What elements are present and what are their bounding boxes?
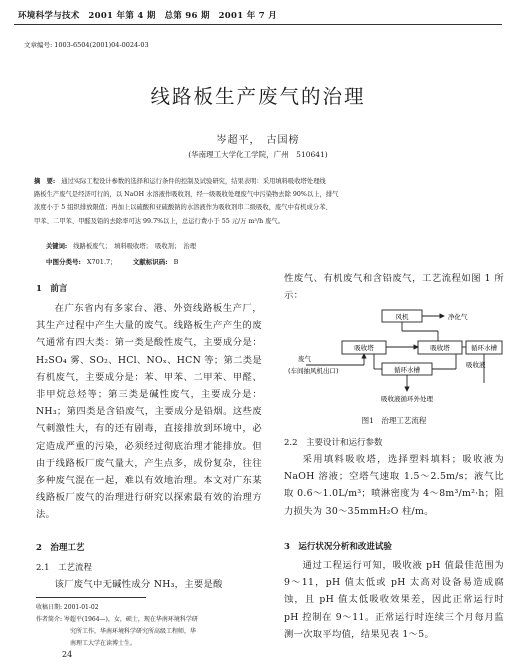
section-2-2-body xyxy=(284,451,504,520)
waste-gas-label: 废气 xyxy=(298,355,311,363)
section-3-body xyxy=(284,557,504,643)
abstract-line: 浓度小于 5 组织排放限值；再加上以硫酸和亚硫酸钠的水溶液作为吸收剂串二级吸收，废气中有机成分苯、 xyxy=(34,204,332,212)
right-intro xyxy=(284,270,504,304)
process-flow-diagram xyxy=(286,307,506,407)
absorber-1-label: 吸收塔 xyxy=(354,344,374,352)
author-intro: 作者简介: 岑超平(1964—)，女，硕士，现在华南环境科学研 xyxy=(36,616,198,623)
section-1-body xyxy=(36,300,262,524)
footnotes xyxy=(36,602,262,650)
keywords-items: 线路板废气； 填料吸收塔； 吸收剂； 治理 xyxy=(73,243,197,250)
right-intro-text: 性废气、有机废气和含铅废气，工艺流程如图 1 所示： xyxy=(284,273,504,302)
section-2-1-paragraph: 该厂废气中无碱性成分 NH₃，主要是酸 xyxy=(54,579,223,590)
classification xyxy=(46,257,486,266)
waste-liquid-label: 吸收液 xyxy=(466,361,486,369)
journal-header: 环境科学与技术 2001 年第 4 期 总第 96 期 2001 年 7 月 xyxy=(18,11,278,21)
section-2-1-heading: 2.1 工艺流程 xyxy=(36,563,93,573)
circulation-tank-2-label: 循环水槽 xyxy=(471,344,497,352)
author-intro-cont: 南理工大学在读博士生。 xyxy=(70,640,137,647)
article-number: 文章编号: 1003-6504(2001)04-0024-03 xyxy=(24,41,149,49)
received-date: 收稿日期: 2001-01-02 xyxy=(36,604,99,611)
author-intro-cont: 究所工作，华南环境科学研究所高级工程师，华 xyxy=(70,628,197,635)
doc-code-label: 文献标识码: xyxy=(132,258,168,266)
keywords xyxy=(46,241,486,250)
waste-gas-note: (车间抽风机出口) xyxy=(288,367,339,375)
clean-gas-label: 净化气 xyxy=(448,313,468,321)
footnote-rule xyxy=(36,597,146,598)
doc-code: B xyxy=(173,258,179,266)
header-rule xyxy=(14,24,502,25)
section-2-2-paragraph: 采用填料吸收塔，选择塑料填料；吸收液为 NaOH 溶液；空塔气速取 1.5～2.5m/s；液气比取 0.6～1.0L/m³；喷淋密度为 4～8m³/m²·h；阻力损失为 30～35mmH₂O 柱/m。 xyxy=(284,454,504,517)
classification-label: 中图分类号: xyxy=(46,258,81,266)
section-2-1-body xyxy=(36,576,262,593)
classification-code: X701.7； xyxy=(86,258,117,266)
section-1-paragraph: 在广东省内有多家台、港、外资线路板生产厂，其生产过程中产生大量的废气。线路板生产产生的废气通常有四大类：第一类是酸性废气，主要成分是：H₂SO₄ 雾、SO₂、HCl、NOₓ、HCN 等；第二类是有机废气，主要成分是：苯、甲苯、二甲苯、甲醛、非甲烷总烃等；第三类是碱性废气，主要成分是：NH₃；第四类是含铅废气，主要成分是铅烟。这些废气刺激性大，有的还有剧毒，直接排放到环境中，必定造成严重的污染，必须经过彻底治理才能排放。但由于线路板厂废气量大，产生点多，成份复杂，往往多种废气混在一起，难以有效地治理。本文对广东某线路板厂废气的治理进行研究以探索最有效的治理方法。 xyxy=(36,303,262,521)
keywords-label: 关键词: xyxy=(46,243,68,250)
affiliation: (华南理工大学化工学院，广州 510641) xyxy=(188,150,328,159)
abstract xyxy=(34,175,486,228)
section-3-paragraph: 通过工程运行可知，吸收液 pH 值最佳范围为 9～11，pH 值太低或 pH 太高对设备易造成腐蚀，且 pH 值太低吸收效果差，因此正常运行时 pH 控制在 9～11。正常运行时连续三个月每月监测一次取平均值，结果见表 1～5。 xyxy=(284,560,504,640)
page-number: 24 xyxy=(62,650,73,659)
abstract-line xyxy=(34,175,486,188)
paper-title: 线路板生产废气的治理 xyxy=(150,85,366,108)
abstract-label: 摘 要: xyxy=(34,178,56,185)
authors: 岑超平， 古国榜 xyxy=(216,135,300,146)
fan-label: 风机 xyxy=(395,313,409,321)
section-1-heading: 1 前言 xyxy=(36,284,68,294)
section-2-2-heading: 2.2 主要设计和运行参数 xyxy=(284,438,383,448)
regen-note: 吸收液循环外处理 xyxy=(381,395,433,403)
section-3-heading: 3 运行状况分析和改进试验 xyxy=(284,542,392,552)
figure-caption: 图1 治理工艺流程 xyxy=(361,416,427,425)
section-2-heading: 2 治理工艺 xyxy=(36,543,85,553)
absorber-2-label: 吸收塔 xyxy=(430,344,450,352)
abstract-text: 通过实际工程设计参数的选择和运行条件的控制及试验研究，结果表明：采用填料吸收塔处理线 xyxy=(61,178,326,185)
abstract-line: 甲苯、二甲苯、甲醛及铅的去除率可达 99.7%以上，总运行费小于 55 元/万 m³/h 废气。 xyxy=(34,217,285,225)
abstract-line: 路板生产废气是经济可行的，以 NaOH 水溶液作吸收剂，经一级吸收处理废气中污染物去除 90%以上，排气 xyxy=(34,191,339,199)
circulation-tank-1-label: 循环水槽 xyxy=(394,366,420,374)
